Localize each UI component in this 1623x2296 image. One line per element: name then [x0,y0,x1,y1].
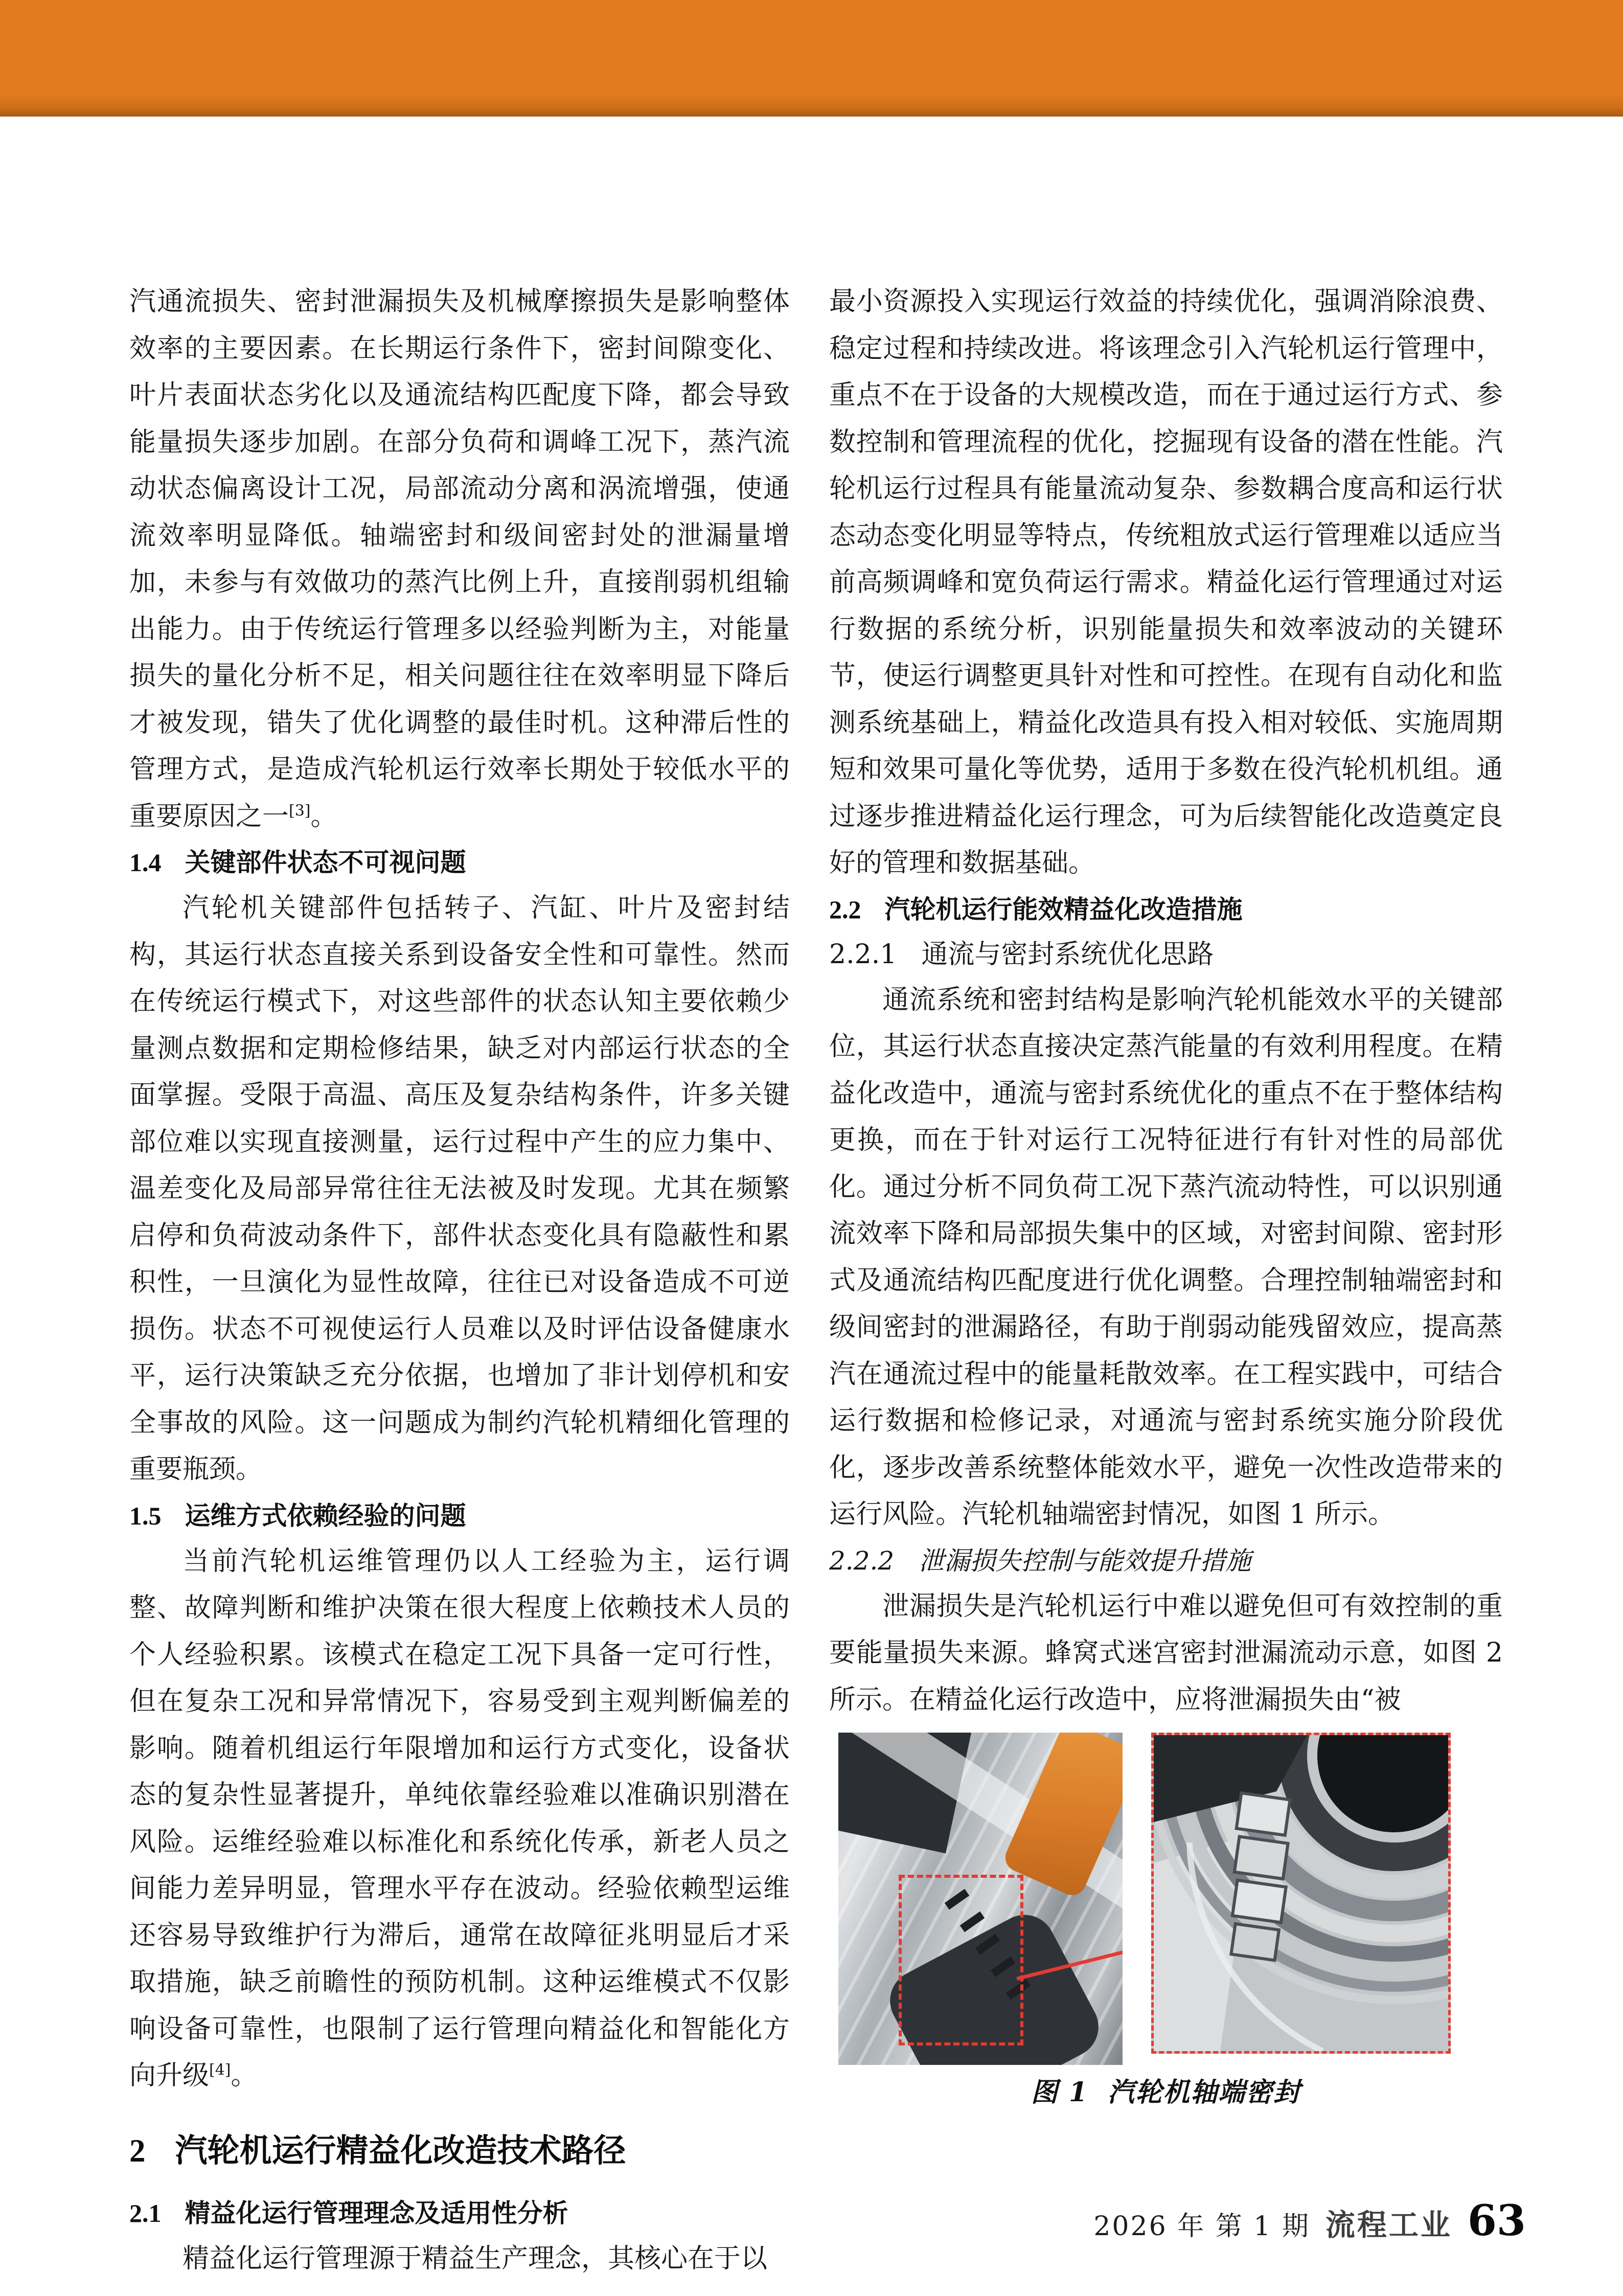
seal-rings-illustration [1154,1735,1448,2051]
photo-shaft-end-seal-closeup [1151,1733,1451,2054]
page-header-orange-band [0,0,1623,117]
figure-1-photos [838,1733,1503,2065]
paragraph-2-1-continuation: 最小资源投入实现运行效益的持续优化，强调消除浪费、稳定过程和持续改进。将该理念引入汽轮机运行管理中，重点不在于设备的大规模改造，而在于通过运行方式、参数控制和管理流程的优化，挖掘现有设备的潜在性能。汽轮机运行过程具有能量流动复杂、参数耦合度高和运行状态动态变化明显等特点，传统粗放式运行管理难以适应当前高频调峰和宽负荷运行需求。精益化运行管理通过对运行数据的系统分析，识别能量损失和效率波动的关键环节，使运行调整更具针对性和可控性。在现有自动化和监测系统基础上，精益化改造具有投入相对较低、实施周期短和效果可量化等优势，适用于多数在役汽轮机机组。通过逐步推进精益化运行理念，可为后续智能化改造奠定良好的管理和数据基础。 [829,286,1503,878]
heading-2-1 [129,2191,790,2236]
heading-1-5 [129,1493,790,1538]
heading-2-2-1 [829,932,1503,977]
heading-2 [129,2126,790,2175]
column-right [829,279,1503,2108]
column-left [129,279,790,2282]
heading-number: 2.1 [129,2198,162,2227]
heading-title: 运维方式依赖经验的问题 [185,1501,466,1531]
paragraph-2-2-2: 泄漏损失是汽轮机运行中难以避免但可有效控制的重要能量损失来源。蜂窝式迷宫密封泄漏流动示意，如图 2 所示。在精益化运行改造中，应将泄漏损失由“被 [829,1590,1503,1715]
figure-1 [829,1733,1503,2108]
paragraph-2-2-1: 通流系统和密封结构是影响汽轮机能效水平的关键部位，其运行状态直接决定蒸汽能量的有效利用程度。在精益化改造中，通流与密封系统优化的重点不在于整体结构更换，而在于针对运行工况特征进行有针对性的局部优化。通过分析不同负荷工况下蒸汽流动特性，可以识别通流效率下降和局部损失集中的区域，对密封间隙、密封形式及通流结构匹配度进行优化调整。合理控制轴端密封和级间密封的泄漏路径，有助于削弱动能残留效应，提高蒸汽在通流过程中的能量耗散效率。在工程实践中，可结合运行数据和检修记录，对通流与密封系统实施分阶段优化，逐步改善系统整体能效水平，避免一次性改造带来的运行风险。汽轮机轴端密封情况，如图 1 所示。 [829,984,1503,1530]
paragraph-text: 。 [310,801,337,832]
footer-page-number: 63 [1467,2196,1526,2245]
heading-number: 2.2.1 [829,939,897,970]
paragraph-text: 汽通流损失、密封泄漏损失及机械摩擦损失是影响整体效率的主要因素。在长期运行条件下，密封间隙变化、叶片表面状态劣化以及通流结构匹配度下降，都会导致能量损失逐步加剧。在部分负荷和调峰工况下，蒸汽流动状态偏离设计工况，局部流动分离和涡流增强，使通流效率明显降低。轴端密封和级间密封处的泄漏量增加，未参与有效做功的蒸汽比例上升，直接削弱机组输出能力。由于传统运行管理多以经验判断为主，对能量损失的量化分析不足，相关问题往往在效率明显下降后才被发现，错失了优化调整的最佳时机。这种滞后性的管理方式，是造成汽轮机运行效率长期处于较低水平的重要原因之一 [129,286,790,832]
heading-1-4 [129,840,790,885]
footer-journal-name: 流程工业 [1325,2208,1452,2242]
citation-ref-4: [4] [209,2061,231,2079]
paragraph-2-1: 精益化运行管理源于精益生产理念，其核心在于以 [182,2243,768,2274]
paragraph-text: 。 [231,2060,258,2091]
annotation-dashed-rectangle [899,1875,1023,2045]
heading-title: 关键部件状态不可视问题 [185,848,466,877]
photo-turbine-shaft-seal-overview [838,1733,1123,2065]
heading-title: 通流与密封系统优化思路 [921,939,1214,970]
figure-caption-title: 汽轮机轴端密封 [1108,2077,1301,2108]
heading-2-2 [829,887,1503,932]
paragraph-1-4: 汽轮机关键部件包括转子、汽缸、叶片及密封结构，其运行状态直接关系到设备安全性和可靠性。然而在传统运行模式下，对这些部件的状态认知主要依赖少量测点数据和定期检修结果，缺乏对内部运行状态的全面掌握。受限于高温、高压及复杂结构条件，许多关键部位难以实现直接测量，运行过程中产生的应力集中、温差变化及局部异常往往无法被及时发现。尤其在频繁启停和负荷波动条件下，部件状态变化具有隐蔽性和累积性，一旦演化为显性故障，往往已对设备造成不可逆损伤。状态不可视使运行人员难以及时评估设备健康水平，运行决策缺乏充分依据，也增加了非计划停机和安全事故的风险。这一问题成为制约汽轮机精细化管理的重要瓶颈。 [129,893,790,1485]
heading-title: 汽轮机运行能效精益化改造措施 [884,894,1243,924]
paragraph-1-5 [129,1538,790,2100]
heading-number: 1.4 [129,848,162,877]
figure-caption-label: 图 1 [1031,2077,1089,2108]
heading-number: 2.2.2 [829,1545,895,1576]
heading-number: 1.5 [129,1501,162,1530]
citation-ref-3: [3] [289,802,311,820]
heading-number: 2.2 [829,895,861,924]
heading-number: 2 [129,2132,146,2169]
footer-issue: 2026 年 第 1 期 [1093,2211,1310,2242]
paragraph-continuation-losses [129,279,790,840]
heading-2-2-2 [829,1538,1503,1583]
heading-title: 泄漏损失控制与能效提升措施 [919,1545,1251,1576]
page-footer [1093,2196,1526,2245]
heading-title: 精益化运行管理理念及适用性分析 [185,2198,568,2228]
heading-title: 汽轮机运行精益化改造技术路径 [175,2131,626,2169]
paragraph-text: 当前汽轮机运维管理仍以人工经验为主，运行调整、故障判断和维护决策在很大程度上依赖技术人员的个人经验积累。该模式在稳定工况下具备一定可行性，但在复杂工况和异常情况下，容易受到主观判断偏差的影响。随着机组运行年限增加和运行方式变化，设备状态的复杂性显著提升，单纯依靠经验难以准确识别潜在风险。运维经验难以标准化和系统化传承，新老人员之间能力差异明显，管理水平存在波动。经验依赖型运维还容易导致维护行为滞后，通常在故障征兆明显后才采取措施，缺乏前瞻性的预防机制。这种运维模式不仅影响设备可靠性，也限制了运行管理向精益化和智能化方向升级 [129,1545,790,2091]
figure-1-caption [829,2077,1503,2108]
